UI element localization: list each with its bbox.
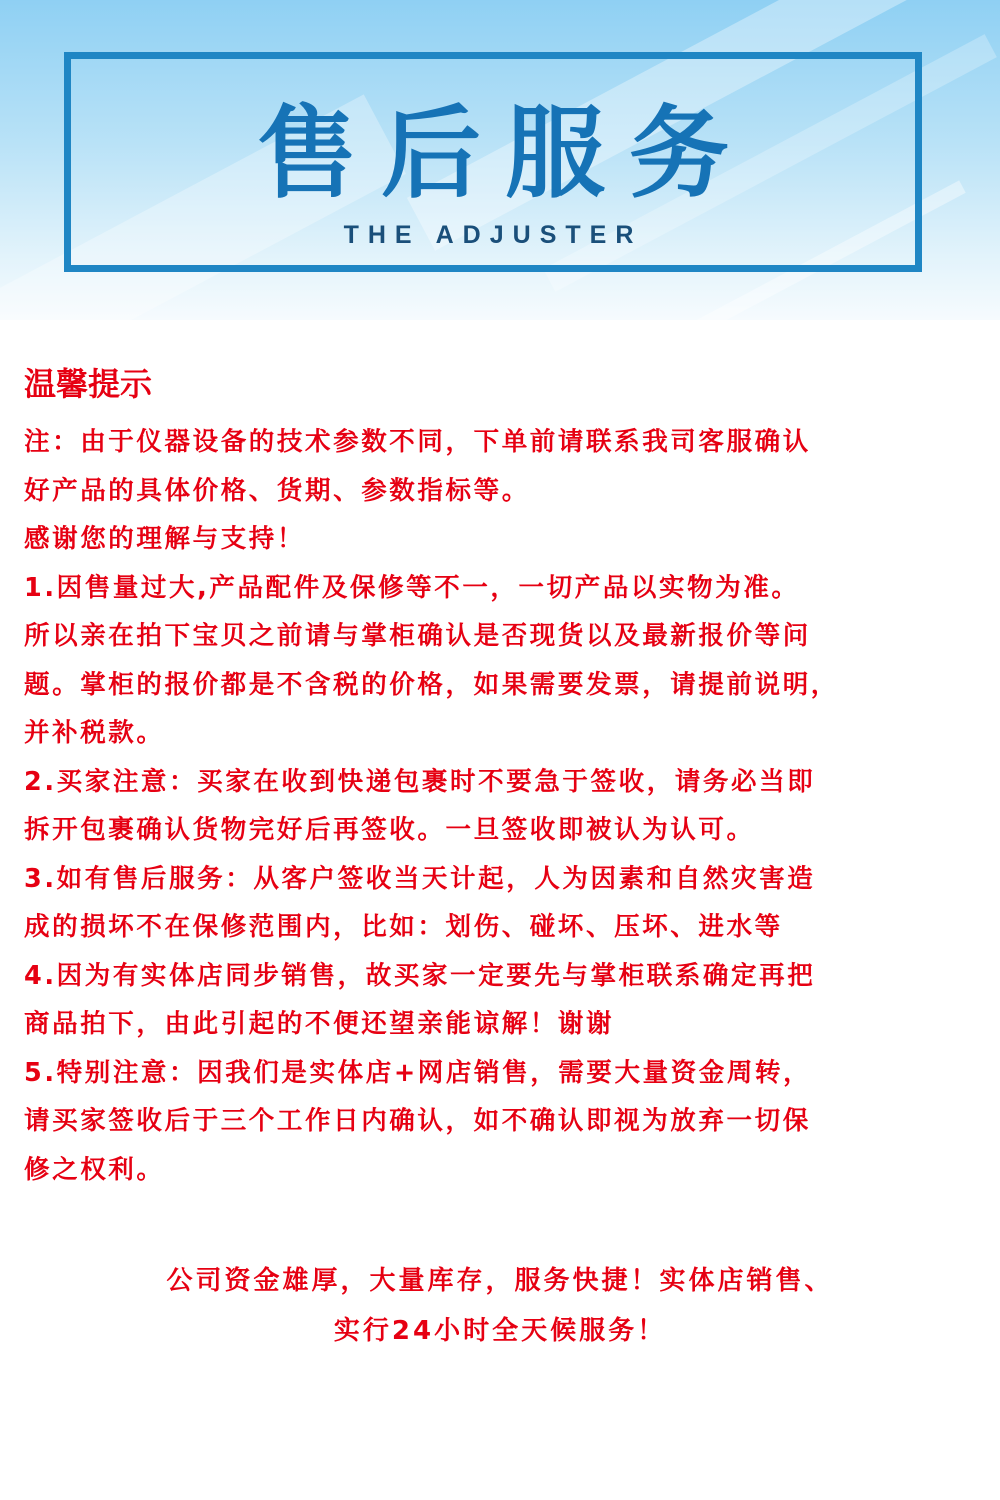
footer-line: 实行24小时全天候服务！ bbox=[333, 1316, 667, 1346]
notice-line: 所以亲在拍下宝贝之前请与掌柜确认是否现货以及最新报价等问 bbox=[24, 621, 811, 651]
footer-line: 公司资金雄厚，大量库存，服务快捷！实体店销售、 bbox=[166, 1266, 834, 1296]
notice-line: 请买家签收后于三个工作日内确认，如不确认即视为放弃一切保 bbox=[24, 1106, 811, 1136]
notice-line: 成的损坏不在保修范围内，比如：划伤、碰坏、压坏、进水等 bbox=[24, 912, 783, 942]
notice-line: 3.如有售后服务：从客户签收当天计起，人为因素和自然灾害造 bbox=[24, 863, 816, 894]
header-banner bbox=[0, 0, 1000, 320]
notice-line: 并补税款。 bbox=[24, 718, 165, 748]
banner-subtitle: THE ADJUSTER bbox=[343, 221, 643, 249]
notice-line: 5.特别注意：因我们是实体店+网店销售，需要大量资金周转， bbox=[24, 1057, 812, 1088]
footer-slogan bbox=[0, 1256, 1000, 1356]
notice-line: 注：由于仪器设备的技术参数不同，下单前请联系我司客服确认 bbox=[24, 427, 811, 457]
title-frame bbox=[64, 52, 922, 272]
notice-line: 拆开包裹确认货物完好后再签收。一旦签收即被认为认可。 bbox=[24, 815, 755, 845]
notice-line: 感谢您的理解与支持！ bbox=[24, 524, 306, 554]
notice-line: 2.买家注意：买家在收到快递包裹时不要急于签收，请务必当即 bbox=[24, 766, 816, 797]
notice-line: 1.因售量过大,产品配件及保修等不一，一切产品以实物为准。 bbox=[24, 572, 800, 603]
banner-title: 售后服务 bbox=[257, 95, 753, 212]
notice-line: 修之权利。 bbox=[24, 1154, 165, 1185]
notice-line: 题。掌柜的报价都是不含税的价格，如果需要发票，请提前说明， bbox=[24, 669, 839, 700]
notice-line: 商品拍下，由此引起的不便还望亲能谅解！谢谢 bbox=[24, 1009, 615, 1039]
notice-heading: 温馨提示 bbox=[24, 365, 153, 403]
notice-body bbox=[24, 418, 994, 1194]
notice-line: 4.因为有实体店同步销售，故买家一定要先与掌柜联系确定再把 bbox=[24, 960, 816, 991]
notice-line: 好产品的具体价格、货期、参数指标等。 bbox=[24, 475, 530, 506]
